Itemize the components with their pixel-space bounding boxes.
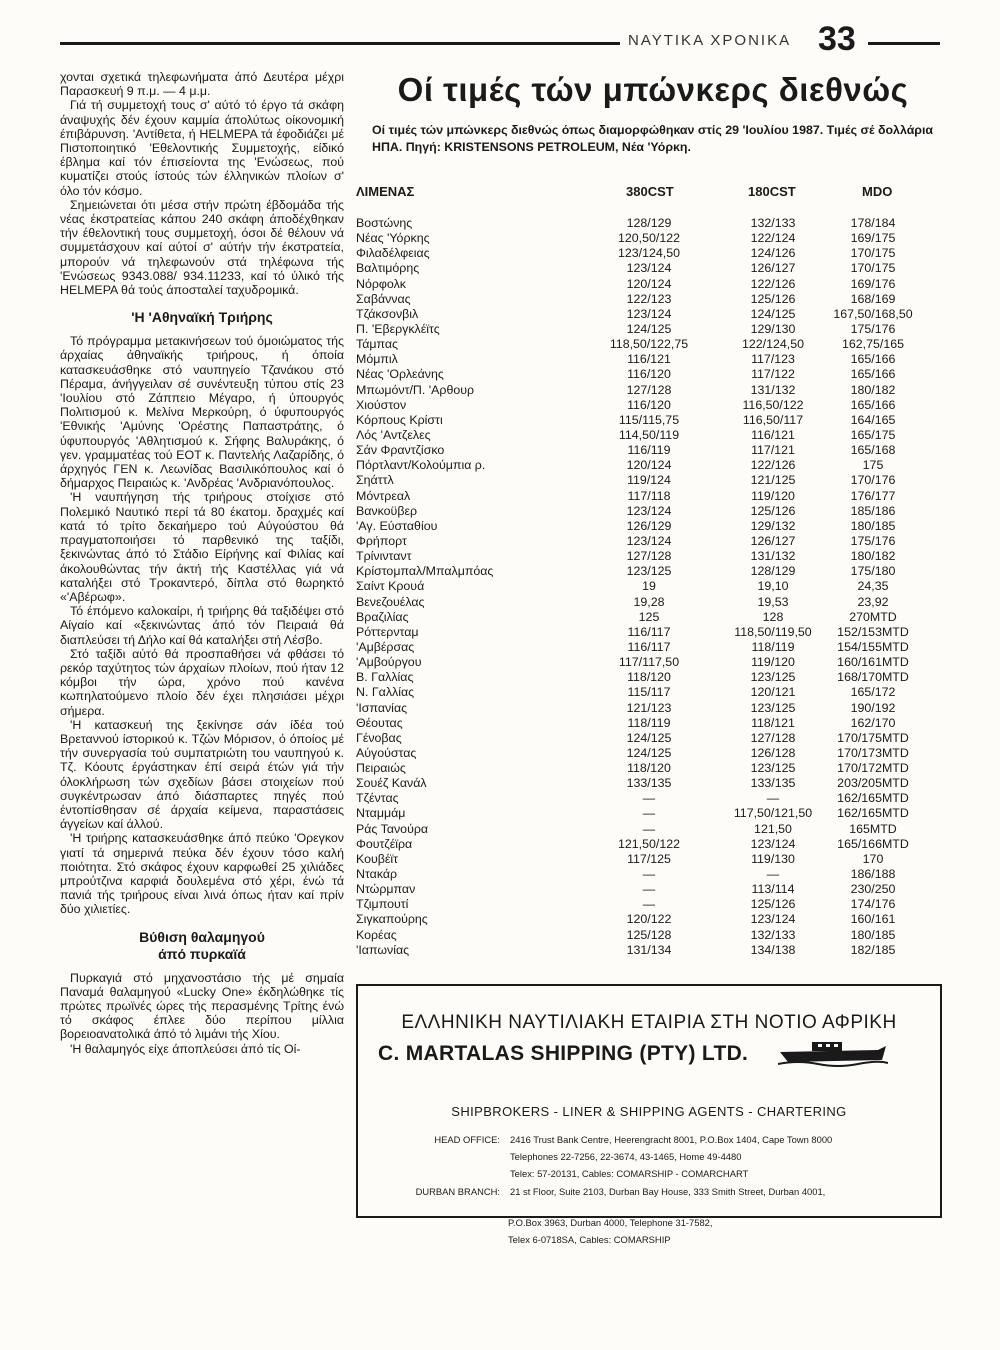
cst180-cell: 118,50/119,50 bbox=[734, 624, 812, 639]
table-row bbox=[356, 246, 936, 261]
cst380-cell: 124/125 bbox=[626, 745, 672, 760]
table-row bbox=[356, 383, 936, 398]
mdo-cell: 154/155MTD bbox=[837, 639, 909, 654]
cst380-cell: 133/135 bbox=[626, 776, 672, 791]
cst180-cell: 126/128 bbox=[750, 745, 796, 760]
table-row bbox=[356, 519, 936, 534]
cst180-cell: 124/126 bbox=[750, 246, 796, 261]
port-cell: Αύγούστας bbox=[356, 745, 417, 760]
paragraph: 'Η κατασκευή της ξεκίνησε σάν ίδέα τού Βρεταννού ίστορικού κ. Τζών Μόρισον, ό όποίος μέ τήν συνεργασία τού συμπατριώτη του ναυπηγού κ. Τζ. Κόουτς έργάστηκαν έπί σειρά έτών γιά τήν όλοκλήρωση τών σχεδίων βάσει στοιχείων πού συγκέντρωσαν άπό διάσπαρτες πηγές πού έντοπίσθησαν σέ άρχαία κείμενα, παραστάσεις άγγείων καί άλλού. bbox=[60, 717, 344, 832]
cst380-cell: 124/125 bbox=[626, 321, 672, 336]
cst180-cell: 131/132 bbox=[750, 382, 796, 397]
port-cell: Βανκοϋβερ bbox=[356, 503, 418, 518]
paragraph: Τό έπόμενο καλοκαίρι, ή τριήρης θά ταξιδέψει στό Αίγαίο καί «ξεκινώντας άπό τόν Πειραιά θά διαπλεύσει τή Δήλο καί θά καταλήξει στή Λέσβο. bbox=[60, 604, 344, 647]
mdo-cell: 170/172MTD bbox=[837, 761, 909, 776]
section-heading: 'Η 'Αθηναϊκή Τριήρης bbox=[131, 309, 273, 326]
mdo-cell: 169/175 bbox=[850, 231, 896, 246]
cst180-cell: 122/126 bbox=[750, 276, 796, 291]
table-row bbox=[356, 352, 936, 367]
cst380-cell: 123/124 bbox=[626, 306, 672, 321]
cst380-cell: 117/125 bbox=[627, 851, 671, 866]
header-rule-right bbox=[868, 42, 940, 45]
cst380-cell: 127/128 bbox=[626, 549, 672, 564]
port-cell: Κρίστομπαλ/Μπαλμπόας bbox=[356, 564, 494, 579]
mdo-cell: 178/184 bbox=[850, 216, 896, 230]
table-row bbox=[356, 716, 936, 731]
cst380-cell: 115/115,75 bbox=[618, 412, 680, 427]
port-cell: Σιγκαπούρης bbox=[356, 912, 428, 927]
cst380-cell: — bbox=[642, 791, 656, 806]
cst180-cell: — bbox=[766, 791, 780, 806]
mdo-cell: 180/185 bbox=[850, 927, 896, 942]
port-cell: Μόμπιλ bbox=[356, 352, 398, 367]
mdo-cell: 164/165 bbox=[850, 412, 896, 427]
page-number: 33 bbox=[818, 20, 856, 58]
port-cell: Λός 'Αντζελες bbox=[356, 427, 431, 442]
cst380-cell: — bbox=[642, 867, 656, 882]
table-row bbox=[356, 337, 936, 352]
cst180-cell: 124/125 bbox=[750, 306, 796, 321]
cst180-cell: 123/125 bbox=[750, 761, 796, 776]
cst380-cell: 116/120 bbox=[627, 397, 671, 412]
cst380-cell: 125/128 bbox=[626, 927, 672, 942]
table-row bbox=[356, 670, 936, 685]
cst180-cell: 117,50/121,50 bbox=[733, 806, 813, 821]
mdo-cell: 270MTD bbox=[849, 609, 897, 624]
port-cell: Ρόττερνταμ bbox=[356, 624, 419, 639]
cst380-cell: 121,50/122 bbox=[617, 836, 680, 851]
article-title: Οί τιμές τών μπώνκερς διεθνώς bbox=[397, 71, 909, 108]
table-row bbox=[356, 640, 936, 655]
port-cell: Τρίνινταντ bbox=[356, 549, 412, 564]
port-cell: Χιούστον bbox=[356, 397, 407, 412]
cst180-cell: 125/126 bbox=[750, 291, 796, 306]
left-column bbox=[60, 70, 344, 1056]
paragraph: Γιά τή συμμετοχή τους σ' αύτό τό έργο τά σκάφη άναψυχής δέν έχουν καμμία άπολύτως οίκονομική έπιβάρυνση. 'Αντίθετα, ή HELMEPA τά έφοδιάζει μέ Πιστοποιητικό 'Εθελοντικής Συμμετοχής, είδικό έβλημα καί τόν έπισείοντα της 'Ενώσεως, πού κυματίζει στούς ίστούς τών έλληνικών πλοίων σ' όλο τόν κόσμο. bbox=[60, 98, 344, 198]
mdo-cell: 170/173MTD bbox=[837, 745, 909, 760]
cst380-cell: 114,50/119 bbox=[618, 427, 680, 442]
table-row bbox=[356, 428, 936, 443]
cst380-cell: 19 bbox=[642, 579, 656, 594]
cst380-cell: — bbox=[642, 897, 656, 912]
port-cell: Κορέας bbox=[356, 927, 397, 942]
column-header-380cst: 380CST bbox=[626, 184, 674, 199]
table-row bbox=[356, 443, 936, 458]
table-row bbox=[356, 322, 936, 337]
cst380-cell: 122/123 bbox=[626, 291, 672, 306]
head-office-line: 2416 Trust Bank Centre, Heerengracht 8001, P.O.Box 1404, Cape Town 8000 bbox=[510, 1134, 833, 1145]
port-cell: Τζιμπουτί bbox=[356, 897, 409, 912]
cst180-cell: 126/127 bbox=[750, 533, 796, 548]
cst380-cell: 123/125 bbox=[626, 564, 672, 579]
port-cell: Νταμμάμ bbox=[356, 806, 406, 821]
table-row bbox=[356, 489, 936, 504]
port-cell: Βαλτιμόρης bbox=[356, 261, 420, 276]
mdo-cell: 170 bbox=[862, 851, 884, 866]
table-row bbox=[356, 564, 936, 579]
mdo-cell: 162,75/165 bbox=[841, 337, 904, 352]
mdo-cell: 170/175MTD bbox=[837, 730, 909, 745]
mdo-cell: 175 bbox=[862, 458, 884, 473]
table-row bbox=[356, 928, 936, 943]
cst380-cell: — bbox=[642, 882, 656, 897]
table-row bbox=[356, 216, 936, 231]
mdo-cell: 165/175 bbox=[850, 427, 896, 442]
cst180-cell: 116,50/117 bbox=[742, 412, 804, 427]
cst380-cell: 120/124 bbox=[626, 458, 672, 473]
mdo-cell: 165MTD bbox=[849, 821, 897, 836]
port-cell: Ν. Γαλλίας bbox=[356, 685, 415, 700]
mdo-cell: 162/165MTD bbox=[837, 791, 909, 806]
cst380-cell: — bbox=[642, 821, 656, 836]
table-row bbox=[356, 867, 936, 882]
port-cell: Πόρτλαντ/Κολούμπια ρ. bbox=[356, 458, 486, 473]
port-cell: 'Αμβέρσας bbox=[356, 639, 415, 654]
mdo-cell: 175/176 bbox=[850, 321, 896, 336]
mdo-cell: 168/169 bbox=[850, 291, 896, 306]
cst380-cell: 120/124 bbox=[626, 276, 672, 291]
cst180-cell: 121,50 bbox=[754, 821, 792, 836]
mdo-cell: 170/176 bbox=[850, 473, 896, 488]
table-row bbox=[356, 398, 936, 413]
cst180-cell: 125/126 bbox=[750, 897, 796, 912]
port-cell: Ράς Τανούρα bbox=[356, 821, 429, 836]
cst380-cell: 123/124 bbox=[626, 261, 672, 276]
cst380-cell: 127/128 bbox=[626, 382, 672, 397]
cst180-cell: 129/132 bbox=[750, 518, 796, 533]
paragraph: 'Η τριήρης κατασκευάσθηκε άπό πεύκο 'Ορεγκον γιατί τά σημερινά πεύκα δέν έχουν τόσο καλή ποιότητα. Στό σκάφος έχουν καρφωθεί 25 χιλιάδες μπρούτζινα καρφιά δουλεμένα στό χέρι, ένώ τά πανιά τής τριήρους είναι λινά όπως ήταν καί πρίν δύο χιλιετίες. bbox=[60, 831, 344, 917]
section-heading: Βύθιση θαλαμηγού άπό πυρκαϊά bbox=[139, 928, 265, 962]
mdo-cell: 165/172 bbox=[850, 685, 896, 700]
cst380-cell: 123/124 bbox=[626, 503, 672, 518]
cst180-cell: 126/127 bbox=[750, 261, 796, 276]
table-row bbox=[356, 579, 936, 594]
table-row bbox=[356, 912, 936, 927]
table-row bbox=[356, 367, 936, 382]
paragraph: χονται σχετικά τηλεφωνήματα άπό Δευτέρα μέχρι Παρασκευή 9 π.μ. — 4 μ.μ. bbox=[60, 70, 344, 99]
table-row bbox=[356, 685, 936, 700]
cst180-cell: 123/124 bbox=[750, 836, 796, 851]
table-row bbox=[356, 595, 936, 610]
port-cell: Φουτζέϊρα bbox=[356, 836, 413, 851]
cst180-cell: 122/126 bbox=[750, 458, 796, 473]
cst380-cell: 118/120 bbox=[627, 670, 671, 685]
mdo-cell: 170/175 bbox=[850, 246, 896, 261]
ship-icon bbox=[778, 1038, 888, 1068]
table-row bbox=[356, 837, 936, 852]
mdo-cell: 190/192 bbox=[850, 700, 896, 715]
port-cell: Σουέζ Κανάλ bbox=[356, 776, 427, 791]
cst180-cell: 118/119 bbox=[751, 639, 795, 654]
durban-branch-label: DURBAN BRANCH: bbox=[415, 1186, 500, 1197]
mdo-cell: 180/182 bbox=[850, 382, 896, 397]
mdo-cell: 169/176 bbox=[850, 276, 896, 291]
table-row bbox=[356, 231, 936, 246]
cst180-cell: 117/121 bbox=[751, 443, 795, 458]
cst180-cell: 116/121 bbox=[751, 427, 795, 442]
durban-branch-line: 21 st Floor, Suite 2103, Durban Bay House, 333 Smith Street, Durban 4001, bbox=[510, 1186, 826, 1197]
table-row bbox=[356, 610, 936, 625]
mdo-cell: 175/176 bbox=[850, 533, 896, 548]
cst380-cell: 123/124,50 bbox=[617, 246, 680, 261]
cst180-cell: 19,10 bbox=[757, 579, 789, 594]
cst180-cell: 122/124,50 bbox=[741, 337, 804, 352]
mdo-cell: 165/166 bbox=[850, 352, 896, 367]
column-header-mdo: MDO bbox=[862, 184, 893, 199]
column-header-port: ΛΙΜΕΝΑΣ bbox=[356, 184, 415, 199]
table-row bbox=[356, 625, 936, 640]
cst180-cell: 123/125 bbox=[750, 700, 796, 715]
cst380-cell: 117/118 bbox=[627, 488, 671, 503]
table-row bbox=[356, 731, 936, 746]
paragraph: 'Η θαλαμηγός είχε άποπλεύσει άπό τίς Οί- bbox=[70, 1041, 301, 1056]
cst380-cell: 124/125 bbox=[626, 730, 672, 745]
durban-branch-line: Telex 6-0718SA, Cables: COMARSHIP bbox=[508, 1234, 671, 1245]
port-cell: Φιλαδέλφειας bbox=[356, 246, 430, 261]
cst180-cell: 132/133 bbox=[750, 927, 796, 942]
port-cell: Ντακάρ bbox=[356, 867, 398, 882]
port-cell: Βοστώνης bbox=[356, 216, 413, 230]
mdo-cell: 180/182 bbox=[850, 549, 896, 564]
table-row bbox=[356, 852, 936, 867]
cst380-cell: 120,50/122 bbox=[617, 231, 680, 246]
port-cell: Κόρπους Κρίστι bbox=[356, 412, 443, 427]
port-cell: Φρήπορτ bbox=[356, 533, 407, 548]
port-cell: Τάμπας bbox=[356, 337, 399, 352]
paragraph: Στό ταξίδι αύτό θά προσπαθήσει νά φθάσει τό ρεκόρ ταχύτητος τών άρχαίων πλοίων, πού ήταν 12 κόμβοι τήν ώρα, χρόνο πού κανένα κωπηλατούμενο πλοίο δέν έχει πλησιάσει μέχρι σήμερα. bbox=[60, 646, 344, 718]
table-row bbox=[356, 701, 936, 716]
mdo-cell: 160/161 bbox=[850, 912, 896, 927]
mdo-cell: 203/205MTD bbox=[837, 776, 909, 791]
mdo-cell: 162/165MTD bbox=[837, 806, 909, 821]
port-cell: Θέουτας bbox=[356, 715, 403, 730]
mdo-cell: 160/161MTD bbox=[837, 655, 909, 670]
port-cell: 'Αμβούργου bbox=[356, 655, 422, 670]
table-row bbox=[356, 292, 936, 307]
cst180-cell: 119/120 bbox=[751, 655, 795, 670]
port-cell: Γένοβας bbox=[356, 730, 402, 745]
cst180-cell: 131/132 bbox=[750, 549, 796, 564]
cst380-cell: 116/119 bbox=[627, 443, 671, 458]
table-row bbox=[356, 897, 936, 912]
port-cell: Πειραιώς bbox=[356, 761, 406, 776]
cst180-cell: 19,53 bbox=[757, 594, 789, 609]
table-row bbox=[356, 806, 936, 821]
table-row bbox=[356, 882, 936, 897]
mdo-cell: 165/166 bbox=[850, 367, 896, 382]
table-row bbox=[356, 504, 936, 519]
cst180-cell: 123/125 bbox=[750, 670, 796, 685]
cst180-cell: 117/123 bbox=[751, 352, 795, 367]
port-cell: Μόντρεαλ bbox=[356, 488, 411, 503]
cst380-cell: 120/122 bbox=[626, 912, 672, 927]
table-row bbox=[356, 761, 936, 776]
cst380-cell: 116/117 bbox=[627, 639, 671, 654]
cst380-cell: 115/117 bbox=[627, 685, 671, 700]
cst180-cell: 119/120 bbox=[751, 488, 795, 503]
cst380-cell: 123/124 bbox=[626, 533, 672, 548]
header-rule-left bbox=[60, 42, 620, 45]
table-row bbox=[356, 458, 936, 473]
port-cell: Β. Γαλλίας bbox=[356, 670, 414, 685]
cst380-cell: 19,28 bbox=[633, 594, 665, 609]
head-office-label: HEAD OFFICE: bbox=[434, 1134, 500, 1145]
mdo-cell: 182/185 bbox=[850, 942, 896, 957]
port-cell: Νόρφολκ bbox=[356, 276, 406, 291]
ad-company-name: C. MARTALAS SHIPPING (PTY) LTD. bbox=[378, 1042, 749, 1065]
cst180-cell: 117/122 bbox=[751, 367, 795, 382]
port-cell: 'Αγ. Εύσταθίου bbox=[356, 518, 438, 533]
bunker-price-table bbox=[356, 216, 936, 958]
cst180-cell: 132/133 bbox=[750, 216, 796, 230]
cst380-cell: 116/120 bbox=[627, 367, 671, 382]
cst180-cell: 122/124 bbox=[750, 231, 796, 246]
port-cell: Βραζιλίας bbox=[356, 609, 409, 624]
cst180-cell: 118/121 bbox=[751, 715, 795, 730]
mdo-cell: 165/168 bbox=[850, 443, 896, 458]
port-cell: Σαίντ Κρουά bbox=[356, 579, 425, 594]
port-cell: Κουβέϊτ bbox=[356, 851, 399, 866]
mdo-cell: 23,92 bbox=[857, 594, 889, 609]
port-cell: Βενεζουέλας bbox=[356, 594, 425, 609]
mdo-cell: 176/177 bbox=[850, 488, 896, 503]
mdo-cell: 180/185 bbox=[850, 518, 896, 533]
table-row bbox=[356, 473, 936, 488]
port-cell: Π. 'Εβεργκλέϊτς bbox=[356, 321, 440, 336]
cst180-cell: 128 bbox=[762, 609, 784, 624]
cst180-cell: 113/114 bbox=[751, 882, 795, 897]
table-row bbox=[356, 655, 936, 670]
mdo-cell: 152/153MTD bbox=[837, 624, 909, 639]
table-row bbox=[356, 413, 936, 428]
column-header-180cst: 180CST bbox=[748, 184, 796, 199]
mdo-cell: 174/176 bbox=[850, 897, 896, 912]
cst180-cell: — bbox=[766, 867, 780, 882]
ad-greek-line: ΕΛΛΗΝΙΚΗ ΝΑΥΤΙΛΙΑΚΗ ΕΤΑΙΡΙΑ ΣΤΗ ΝΟΤΙΟ ΑΦΡΙΚΗ bbox=[401, 1012, 897, 1033]
table-row bbox=[356, 791, 936, 806]
paragraph: 'Η ναυπήγηση τής τριήρους στοίχισε στό Πολεμικό Ναυτικό περί τά 80 έκατομ. δραχμές καί κατά τό τρίτο δεκαήμερο τού Αύγούστου θά πραγματοποιήσει τό παρθενικό της ταξίδι, ξεκινώντας άπό τό Στάδιο Είρήνης καί Φιλίας καί άκολουθώντας τήν άκτή τής Καστέλλας γιά νά καταλήξει στό Τροκαντερό, δίπλα στό θωρηκτό «'Αβέρωφ». bbox=[60, 490, 344, 604]
cst180-cell: 128/129 bbox=[750, 564, 796, 579]
mdo-cell: 185/186 bbox=[850, 503, 896, 518]
cst180-cell: 133/135 bbox=[750, 776, 796, 791]
advertisement-box bbox=[356, 984, 942, 1218]
port-cell: Σηάττλ bbox=[356, 473, 394, 488]
port-cell: Μπωμόντ/Π. 'Αρθουρ bbox=[356, 382, 475, 397]
cst180-cell: 123/124 bbox=[750, 912, 796, 927]
cst380-cell: — bbox=[642, 806, 656, 821]
paragraph: Πυρκαγιά στό μηχανοστάσιο τής μέ σημαία Παναμά θαλαμηγού «Lucky One» έκδηλώθηκε τίς πρώτες πρωϊνές ώρες τής περασμένης Τρίτης ένώ τό σκάφος έπλεε δύο περίπου μίλλια βορειοανατολικά άπό τό λιμάνι τής Χίου. bbox=[60, 970, 344, 1042]
table-row bbox=[356, 534, 936, 549]
port-cell: Ντώρμπαν bbox=[356, 882, 416, 897]
ad-services: SHIPBROKERS - LINER & SHIPPING AGENTS - CHARTERING bbox=[451, 1104, 847, 1119]
cst180-cell: 129/130 bbox=[750, 321, 796, 336]
mdo-cell: 170/175 bbox=[850, 261, 896, 276]
mdo-cell: 168/170MTD bbox=[837, 670, 909, 685]
port-cell: Σαβάννας bbox=[356, 291, 411, 306]
mdo-cell: 230/250 bbox=[850, 882, 896, 897]
cst380-cell: 118,50/122,75 bbox=[609, 337, 689, 352]
table-row bbox=[356, 776, 936, 791]
cst180-cell: 116,50/122 bbox=[742, 397, 804, 412]
table-row bbox=[356, 277, 936, 292]
table-row bbox=[356, 261, 936, 276]
article-subtitle: Οί τιμές τών μπώνκερς διεθνώς όπως διαμορφώθηκαν στίς 29 'Ιουλίου 1987. Τιμές σέ δολλάρια ΗΠΑ. Πηγή: KRISTENSONS PETROLEUM, Νέα 'Υόρκη. bbox=[372, 123, 934, 154]
cst380-cell: 121/123 bbox=[626, 700, 672, 715]
mdo-cell: 24,35 bbox=[857, 579, 889, 594]
cst380-cell: 118/119 bbox=[627, 715, 671, 730]
port-cell: Νέας 'Ορλεάνης bbox=[356, 367, 444, 382]
mdo-cell: 165/166MTD bbox=[837, 836, 909, 851]
paragraph: Σημειώνεται ότι μέσα στήν πρώτη έβδομάδα τής νέας έκστρατείας κάπου 240 σκάφη άποδέχθηκαν τήν έθελοντική τους συμμετοχή, όσοι δέ θέλουν νά συμμετάσχουν καί αύτοί σ' αύτήν τήν έκστρατεία, μπορούν νά τηλεφωνούν στά τηλέφωνα τής 'Ενώσεως 9343.088/ 934.11233, καί τό ύλικό τής HELMEPA θά τούς άποσταλεί ταχυδρομικά. bbox=[60, 197, 344, 298]
head-office-line: Telex: 57-20131, Cables: COMARSHIP - COMARCHART bbox=[510, 1168, 749, 1179]
cst180-cell: 134/138 bbox=[750, 942, 796, 957]
cst380-cell: 116/117 bbox=[627, 624, 671, 639]
port-cell: Σάν Φραντζίσκο bbox=[356, 443, 445, 458]
cst380-cell: 119/124 bbox=[627, 473, 671, 488]
table-row bbox=[356, 549, 936, 564]
cst380-cell: 116/121 bbox=[627, 352, 671, 367]
table-row bbox=[356, 307, 936, 322]
port-cell: Τζάκσονβιλ bbox=[356, 306, 419, 321]
port-cell: 'Ιαπωνίας bbox=[356, 942, 410, 957]
mdo-cell: 175/180 bbox=[850, 564, 896, 579]
paragraph: Τό πρόγραμμα μετακινήσεων τού όμοιώματος τής άρχαίας άθηναϊκής τριήρους, ή όποία κατασκευάσθηκε στό ναυπηγείο Τζανάκου στό Πέραμα, άνήγγειλαν σέ συνέντευξη τύπου στίς 23 'Ιουλίου στό Ζάππειο Μέγαρο, ή ύπουργός Πολιτισμού κ. Μελίνα Μερκούρη, ό ύφυπουργός 'Εθνικής 'Αμύνης 'Ορέστης Παπαστράτης, ό ύφυπουργός 'Αθλητισμού κ. Σήφης Βαλυράκης, ό γεν. γραμματέας τού ΕΟΤ κ. Παντελής Λαζαρίδης, ό άρχηγός ΓΕΝ κ. Λεωνίδας Βασιλικόπουλος καί ό δήμαρχος Πειραιώς κ. 'Ανδρέας 'Ανδριανόπουλος. bbox=[60, 334, 344, 491]
cst380-cell: 125 bbox=[638, 609, 660, 624]
cst380-cell: 128/129 bbox=[626, 216, 672, 230]
cst380-cell: 126/129 bbox=[626, 518, 672, 533]
cst380-cell: 131/134 bbox=[626, 942, 672, 957]
cst180-cell: 127/128 bbox=[750, 730, 796, 745]
running-head: ΝΑΥΤΙΚΑ ΧΡΟΝΙΚΑ bbox=[628, 32, 792, 49]
durban-branch-line: P.O.Box 3963, Durban 4000, Telephone 31-7582, bbox=[508, 1217, 713, 1228]
mdo-cell: 186/188 bbox=[850, 867, 896, 882]
cst180-cell: 125/126 bbox=[750, 503, 796, 518]
port-cell: 'Ισπανίας bbox=[356, 700, 408, 715]
cst180-cell: 120/121 bbox=[750, 685, 796, 700]
cst380-cell: 117/117,50 bbox=[618, 655, 680, 670]
mdo-cell: 162/170 bbox=[850, 715, 896, 730]
port-cell: Τζέντας bbox=[356, 791, 399, 806]
head-office-line: Telephones 22-7256, 22-3674, 43-1465, Home 49-4480 bbox=[510, 1151, 742, 1162]
mdo-cell: 165/166 bbox=[850, 397, 896, 412]
cst180-cell: 121/125 bbox=[750, 473, 796, 488]
table-row bbox=[356, 943, 936, 958]
cst180-cell: 119/130 bbox=[751, 851, 795, 866]
cst380-cell: 118/120 bbox=[627, 761, 671, 776]
table-row bbox=[356, 822, 936, 837]
port-cell: Νέας 'Υόρκης bbox=[356, 231, 430, 246]
table-row bbox=[356, 746, 936, 761]
mdo-cell: 167,50/168,50 bbox=[833, 306, 913, 321]
